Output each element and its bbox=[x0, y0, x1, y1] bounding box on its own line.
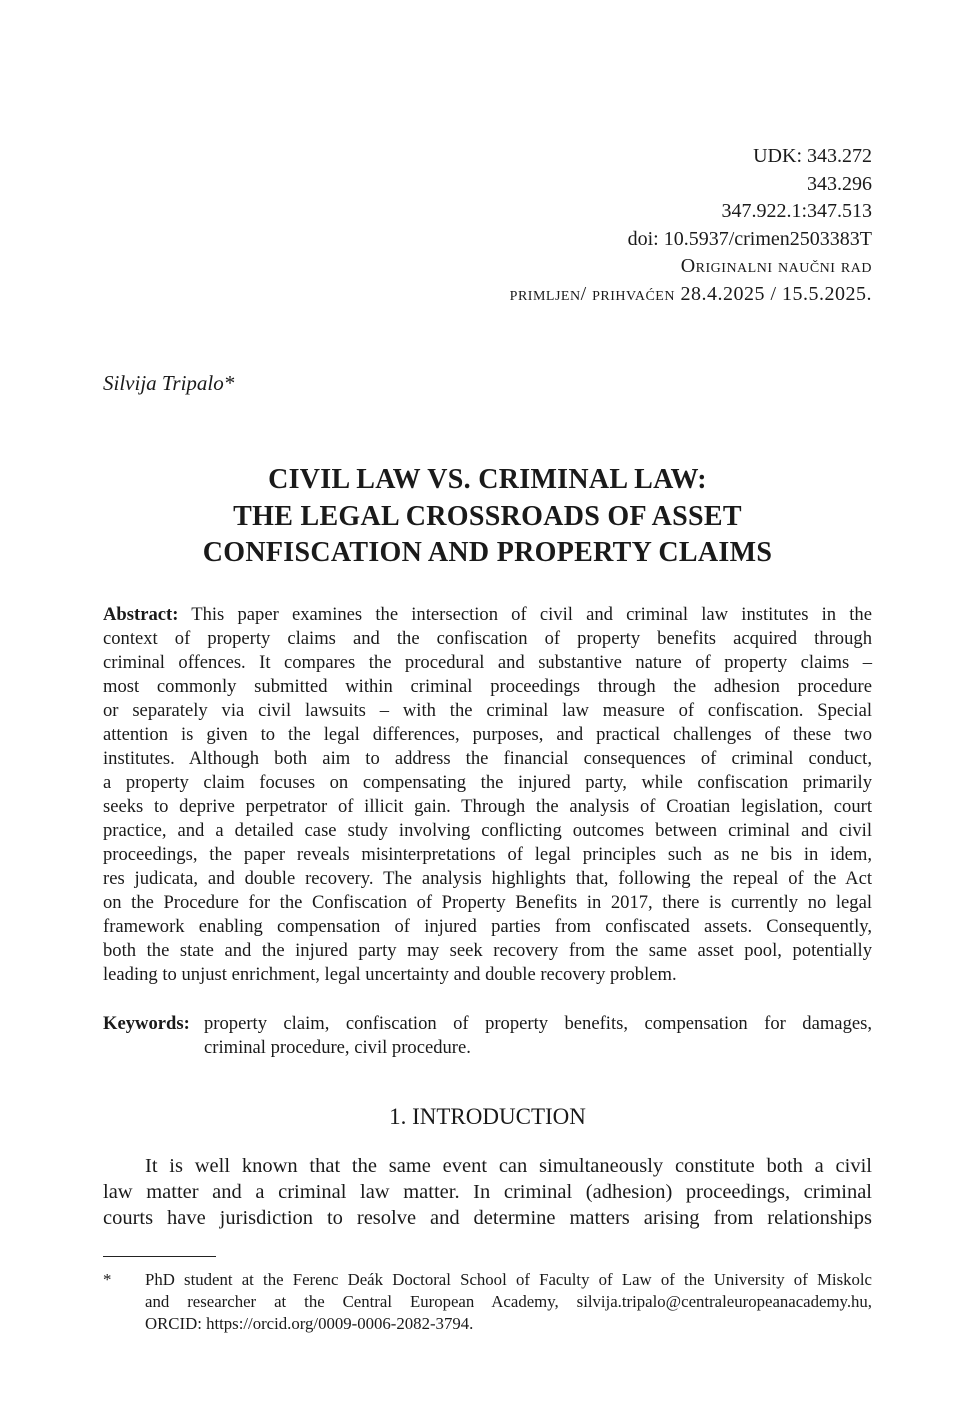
udk-code: 343.296 bbox=[807, 172, 872, 195]
body-line: It is well known that the same event can simultaneously constitute both a civil bbox=[145, 1155, 872, 1177]
keywords-line: property claim, confiscation of property benefits, compensation for damages, bbox=[204, 1013, 872, 1034]
section-heading: 1. INTRODUCTION bbox=[389, 1104, 586, 1129]
abstract-line: a property claim focuses on compensating the injured party, while confiscation primarily bbox=[103, 772, 872, 793]
received-accepted-dates: primljen/ prihvaćen 28.4.2025 / 15.5.2025. bbox=[509, 282, 872, 305]
article-metadata bbox=[510, 143, 872, 309]
abstract-line: on the Procedure for the Confiscation of Property Benefits in 2017, there is currently no legal bbox=[103, 892, 872, 913]
abstract-line: leading to unjust enrichment, legal uncertainty and double recovery problem. bbox=[103, 964, 677, 985]
abstract-line: framework enabling compensation of injured parties from confiscated assets. Consequently, bbox=[103, 916, 872, 937]
doi: doi: 10.5937/crimen2503383T bbox=[627, 227, 872, 250]
abstract-line: Abstract: This paper examines the intersection of civil and criminal law institutes in the bbox=[103, 604, 872, 625]
title-line: THE LEGAL CROSSROADS OF ASSET bbox=[233, 500, 742, 532]
abstract-line: or separately via civil lawsuits – with the criminal law measure of confiscation. Special bbox=[103, 700, 872, 721]
footnote bbox=[103, 1269, 872, 1335]
keywords-line: criminal procedure, civil procedure. bbox=[204, 1037, 471, 1058]
title-line: CIVIL LAW VS. CRIMINAL LAW: bbox=[268, 464, 707, 495]
body-line: law matter and a criminal law matter. In criminal (adhesion) proceedings, criminal bbox=[103, 1181, 872, 1203]
abstract-line: res judicata, and double recovery. The analysis highlights that, following the repeal of the Act bbox=[103, 868, 872, 889]
abstract-line: practice, and a detailed case study involving conflicting outcomes between criminal and civil bbox=[103, 820, 872, 841]
body-line: courts have jurisdiction to resolve and determine matters arising from relationships bbox=[103, 1207, 872, 1229]
keywords-label: Keywords: bbox=[103, 1013, 190, 1034]
abstract-line: context of property claims and the confiscation of property benefits acquired through bbox=[103, 628, 872, 649]
body-text bbox=[103, 1153, 872, 1231]
udk-code: UDK: 343.272 bbox=[753, 145, 872, 167]
footnote-mark: * bbox=[103, 1270, 112, 1289]
abstract-label: Abstract: bbox=[103, 604, 179, 625]
footnote-divider bbox=[103, 1256, 216, 1257]
abstract-line: institutes. Although both aim to address the financial consequences of criminal conduct, bbox=[103, 748, 872, 769]
footnote-line: ORCID: https://orcid.org/0009-0006-2082-3794. bbox=[145, 1314, 474, 1333]
article-type: Originalni naučni rad bbox=[680, 255, 872, 278]
footnote-line: and researcher at the Central European Academy, silvija.tripalo@centraleuropeanacademy.hu, bbox=[145, 1292, 872, 1311]
abstract-line: most commonly submitted within criminal proceedings through the adhesion procedure bbox=[103, 676, 872, 697]
author-name: Silvija Tripalo* bbox=[103, 371, 235, 395]
title-line: CONFISCATION AND PROPERTY CLAIMS bbox=[202, 537, 773, 568]
abstract bbox=[103, 603, 872, 987]
abstract-line: proceedings, the paper reveals misinterpretations of legal principles such as ne bis in idem, bbox=[103, 844, 872, 865]
udk-code: 347.922.1:347.513 bbox=[721, 200, 872, 223]
abstract-line: seeks to deprive perpetrator of illicit gain. Through the analysis of Croatian legislation, court bbox=[103, 796, 872, 817]
abstract-line: both the state and the injured party may seek recovery from the same asset pool, potentially bbox=[103, 940, 872, 961]
keywords bbox=[103, 1011, 872, 1059]
paper-title bbox=[0, 462, 975, 572]
abstract-line: attention is given to the legal differences, purposes, and practical challenges of these two bbox=[103, 724, 872, 745]
abstract-line: criminal offences. It compares the procedural and substantive nature of property claims – bbox=[103, 652, 872, 673]
footnote-line: PhD student at the Ferenc Deák Doctoral School of Faculty of Law of the University of Miskolc bbox=[145, 1270, 872, 1289]
